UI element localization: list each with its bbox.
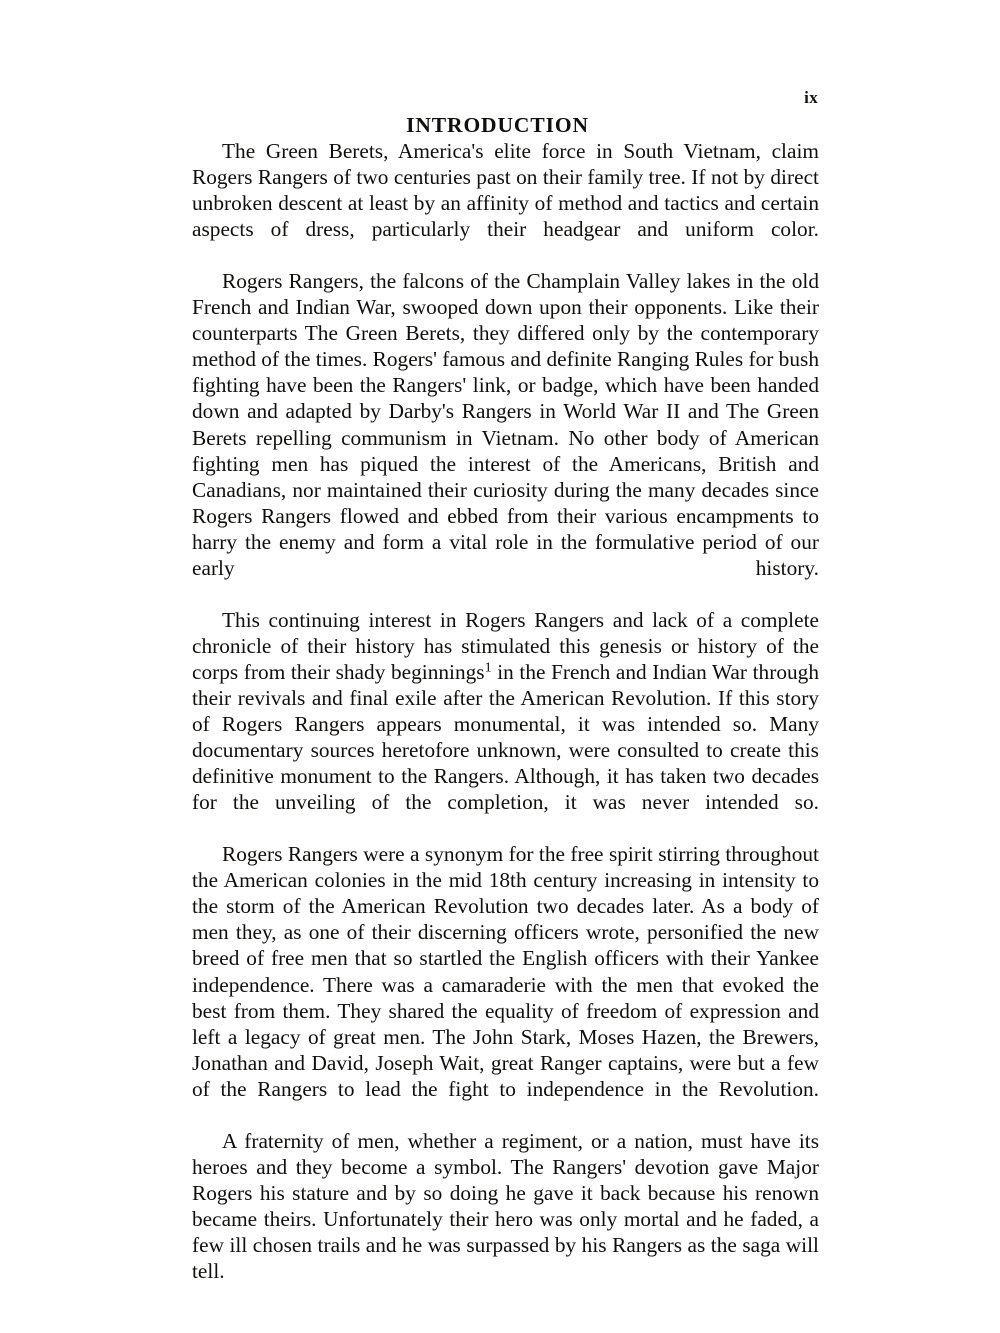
paragraph-4: Rogers Rangers were a synonym for the free spirit stirring throughout the American colonies in the mid 18th century increasing in intensity to the storm of the American Revolution two decades later. As a body of men they, as one of their discerning officers wrote, personified the new breed of free men that so startled the English officers with their Yankee independence. There was a camaraderie with the men that evoked the best from them. They shared the equality of freedom of expression and left a legacy of great men. The John Stark, Moses Hazen, the Brewers, Jonathan and David, Joseph Wait, great Ranger captains, were but a few of the Rangers to lead the fight to independence in the Revolution. xyxy=(192,842,819,1101)
page-number: ix xyxy=(804,88,818,107)
paragraph-3-text-after-footnote: in the French and Indian War through their revivals and final exile after the American Revolution. If this story of Rogers Rangers appears monumental, it was intended so. Many documentary sources heretofore unknown, were consulted to create this definitive monument to the Rangers. Although, it has taken two decades for the unveiling of the completion, it was never intended so. xyxy=(192,659,819,815)
text-column xyxy=(192,112,819,1310)
paragraph-3-text-before-footnote: This continuing interest in Rogers Rangers and lack of a complete chronicle of their history has stimulated this genesis or history of the corps from their shady beginnings xyxy=(192,607,819,684)
paragraph-2: Rogers Rangers, the falcons of the Champlain Valley lakes in the old French and Indian War, swooped down upon their opponents. Like their counterparts The Green Berets, they differed only by the contemporary method of the times. Rogers' famous and definite Ranging Rules for bush fighting have been the Rangers' link, or badge, which have been handed down and adapted by Darby's Rangers in World War II and The Green Berets repelling communism in Vietnam. No other body of American fighting men has piqued the interest of the Americans, British and Canadians, nor maintained their curiosity during the many decades since Rogers Rangers flowed and ebbed from their various encampments to harry the enemy and form a vital role in the formulative period of our early history. xyxy=(192,269,819,580)
paragraph-1: The Green Berets, America's elite force in South Vietnam, claim Rogers Rangers of two centuries past on their family tree. If not by direct unbroken descent at least by an affinity of method and tactics and certain aspects of dress, particularly their headgear and uniform color. xyxy=(192,139,819,242)
footnote-marker: 1 xyxy=(484,659,492,676)
paragraph-5: A fraternity of men, whether a regiment, or a nation, must have its heroes and they become a symbol. The Rangers' devotion gave Major Rogers his stature and by so doing he gave it back because his renown became theirs. Unfortunately their hero was only mortal and he faded, a few ill chosen trails and he was surpassed by his Rangers as the saga will tell. xyxy=(192,1128,819,1284)
chapter-title: INTRODUCTION xyxy=(406,113,589,137)
paragraph-3 xyxy=(192,607,819,841)
